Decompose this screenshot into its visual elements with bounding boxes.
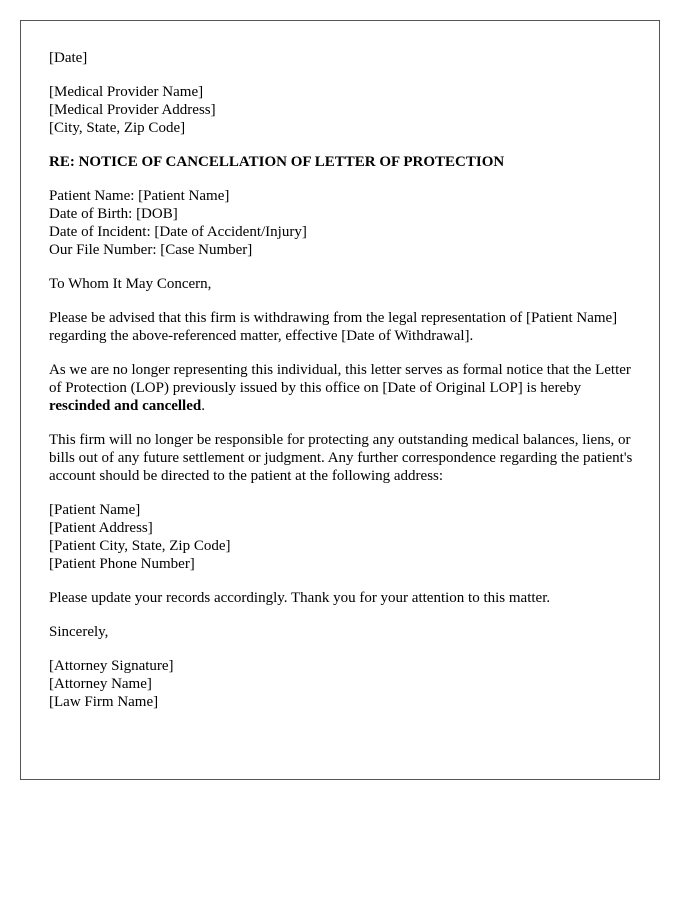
rescission-emphasis: rescinded and cancelled [49,398,202,414]
date-block [49,49,639,67]
attorney-name: [Attorney Name] [49,676,152,692]
law-firm-name: [Law Firm Name] [49,694,159,710]
patient-contact-phone: [Patient Phone Number] [49,556,195,572]
letter-page [20,20,660,780]
patient-contact-city-state-zip: [Patient City, State, Zip Code] [49,538,231,554]
case-info-block [49,187,639,259]
subject-line: RE: NOTICE OF CANCELLATION OF LETTER OF PROTECTION [49,154,505,170]
responsibility-paragraph: This firm will no longer be responsible for protecting any outstanding medical balances, liens, or bills out of any future settlement or judgment. Any further correspondence regarding the patient's account should be directed to the patient at the following address: [49,432,633,484]
patient-contact-block [49,501,639,573]
recipient-address: [Medical Provider Address] [49,102,216,118]
recipient-address-block [49,83,639,137]
patient-name-line: Patient Name: [Patient Name] [49,188,230,204]
recipient-city-state-zip: [City, State, Zip Code] [49,120,186,136]
letter-date: [Date] [49,50,88,66]
patient-contact-address: [Patient Address] [49,520,153,536]
file-number-line: Our File Number: [Case Number] [49,242,253,258]
recipient-name: [Medical Provider Name] [49,84,204,100]
update-records-paragraph: Please update your records accordingly. Thank you for your attention to this matter. [49,590,551,606]
salutation: To Whom It May Concern, [49,276,212,292]
dob-line: Date of Birth: [DOB] [49,206,178,222]
incident-date-line: Date of Incident: [Date of Accident/Injury] [49,224,307,240]
attorney-signature: [Attorney Signature] [49,658,174,674]
rescission-text: As we are no longer representing this individual, this letter serves as formal notice that the Letter of Protection (LOP) previously issued by this office on [Date of Original LOP] is hereby [49,362,631,396]
signature-block [49,657,639,711]
rescission-end: . [201,398,205,414]
closing: Sincerely, [49,624,109,640]
withdrawal-paragraph: Please be advised that this firm is withdrawing from the legal representation of [Patient Name] regarding the above-referenced matter, effective [Date of Withdrawal]. [49,310,618,344]
rescission-paragraph [49,361,639,415]
patient-contact-name: [Patient Name] [49,502,141,518]
